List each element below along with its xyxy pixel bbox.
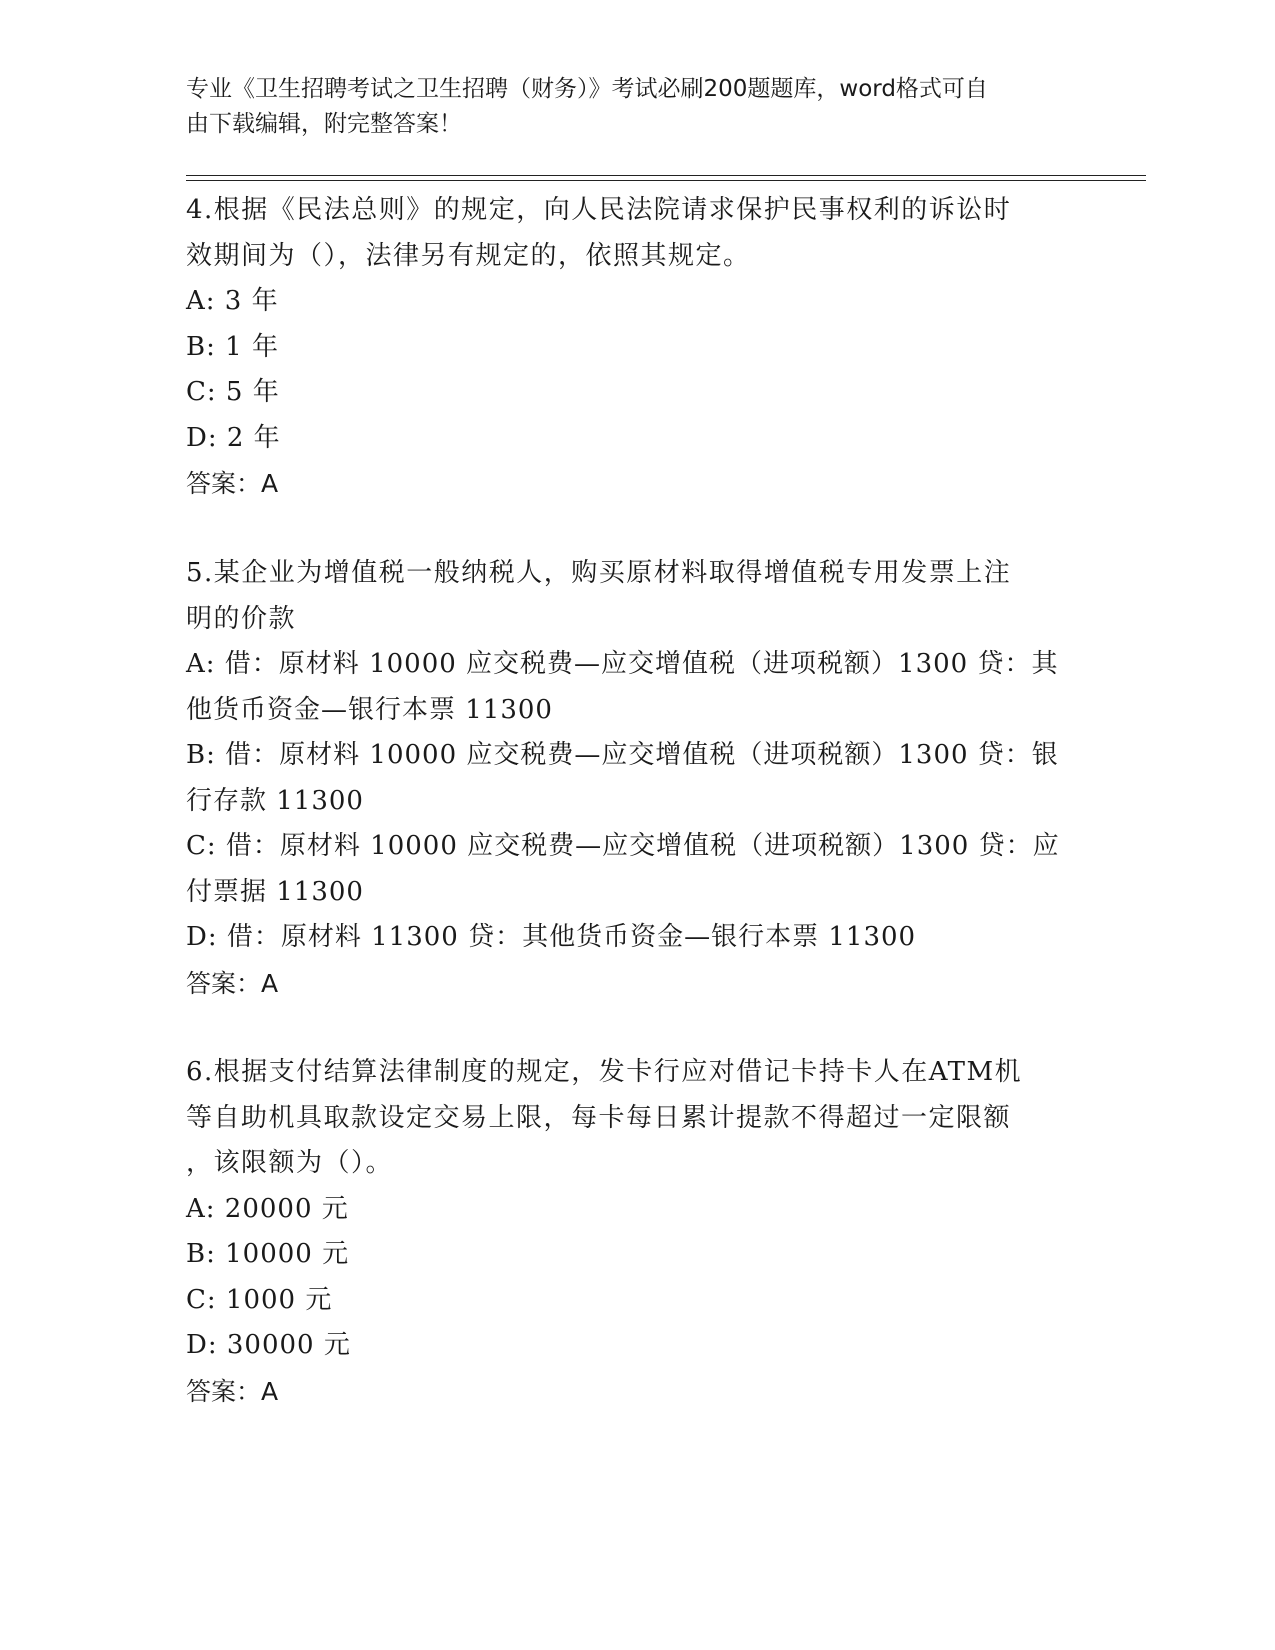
question-block [186, 1050, 1086, 1414]
option-b: B: 1 年 [186, 331, 279, 362]
option-a: A: 3 年 [186, 286, 279, 316]
option-d: D: 借：原材料 11300 贷：其他货币资金—银行本票 11300 [186, 922, 917, 952]
question-stem-line: 效期间为（），法律另有规定的，依照其规定。 [186, 240, 751, 271]
option-d: D: 30000 元 [186, 1330, 351, 1360]
header-line-2: 由下载编辑，附完整答案！ [186, 111, 462, 137]
question-block [186, 188, 1086, 507]
option-c: C: 1000 元 [186, 1284, 333, 1315]
header-line-1: 专业《卫生招聘考试之卫生招聘（财务）》考试必刷200题题库，word格式可自 [186, 76, 988, 102]
option-a: A: 借：原材料 10000 应交税费—应交增值税（进项税额）1300 贷：其 [186, 649, 1059, 679]
option-c: C: 5 年 [186, 377, 280, 407]
question-stem-line: 等自助机具取款设定交易上限，每卡每日累计提款不得超过一定限额 [186, 1102, 1012, 1133]
header-divider-top [186, 175, 1146, 176]
document-header [186, 72, 1066, 142]
header-divider-bottom [186, 180, 1146, 181]
answer-label: 答案：A [186, 1376, 279, 1406]
option-c-continued: 付票据 11300 [186, 876, 364, 907]
question-stem-line: 4.根据《民法总则》的规定，向人民法院请求保护民事权利的诉讼时 [186, 195, 1012, 225]
question-block [186, 551, 1086, 1006]
question-stem-line: ，该限额为（）。 [186, 1148, 394, 1178]
option-a-continued: 他货币资金—银行本票 11300 [186, 694, 553, 725]
option-d: D: 2 年 [186, 422, 281, 453]
question-stem-line: 5.某企业为增值税一般纳税人，购买原材料取得增值税专用发票上注 [186, 558, 1012, 588]
question-stem-line: 明的价款 [186, 603, 297, 634]
option-a: A: 20000 元 [186, 1193, 349, 1224]
option-b-continued: 行存款 11300 [186, 785, 364, 816]
option-c: C: 借：原材料 10000 应交税费—应交增值税（进项税额）1300 贷：应 [186, 831, 1060, 861]
option-b: B: 10000 元 [186, 1239, 350, 1269]
answer-label: 答案：A [186, 968, 279, 998]
question-stem-line: 6.根据支付结算法律制度的规定，发卡行应对借记卡持卡人在ATM机 [186, 1057, 1023, 1087]
answer-label: 答案：A [186, 469, 279, 498]
option-b: B: 借：原材料 10000 应交税费—应交增值税（进项税额）1300 贷：银 [186, 740, 1059, 770]
